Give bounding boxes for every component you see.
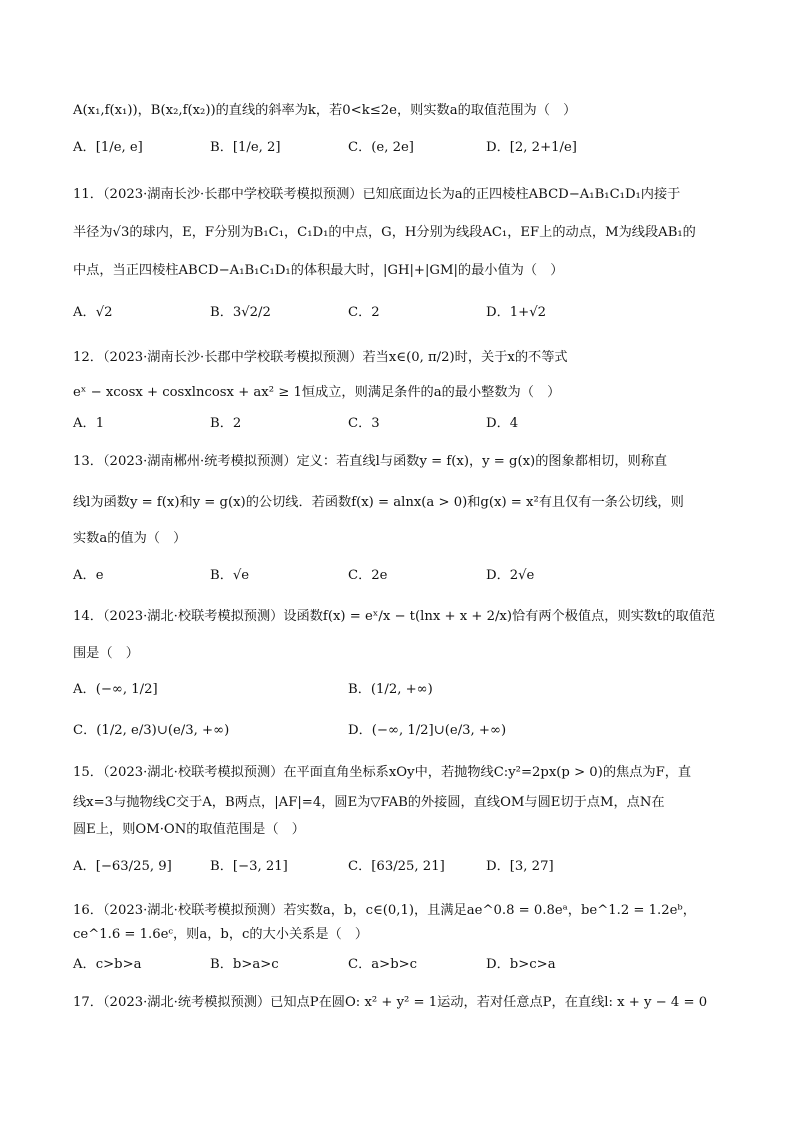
question-15-line-3: 圆E上，则OM·ON的取值范围是（ ） [73,822,305,837]
question-15-option-c: C．[63/25, 21] [348,859,445,874]
question-12-line-2: eˣ − xcosx + cosxlncosx + ax² ≥ 1恒成立，则满足条件的a的最小整数为（ ） [73,385,561,400]
question-11-option-a: A．√2 [73,305,113,320]
question-15-option-a: A．[−63/25, 9] [73,859,172,874]
question-14-option-a: A．(−∞, 1/2] [73,682,158,697]
question-13-option-c: C．2e [348,568,388,583]
question-11-option-b: B．3√2/2 [210,305,271,320]
question-14-option-d: D．(−∞, 1/2]∪(e/3, +∞) [348,723,507,738]
question-12-line-1: 12．（2023·湖南长沙·长郡中学校联考模拟预测）若当x∈(0, π/2)时，关于x的不等式 [73,350,568,365]
question-16-line-1: 16．（2023·湖北·校联考模拟预测）若实数a，b，c∈(0,1)，且满足ae^0.8 = 0.8eᵃ，be^1.2 = 1.2eᵇ， [73,903,696,918]
question-11-line-1: 11．（2023·湖南长沙·长郡中学校联考模拟预测）已知底面边长为a的正四棱柱ABCD−A₁B₁C₁D₁内接于 [73,187,681,202]
question-10-option-a: A．[1/e, e] [73,140,143,155]
question-16-option-d: D．b>c>a [486,957,556,972]
question-16-line-2: ce^1.6 = 1.6eᶜ，则a，b，c的大小关系是（ ） [73,927,369,942]
question-14-option-c: C．(1/2, e/3)∪(e/3, +∞) [73,723,230,738]
question-10-line-1: A(x₁,f(x₁))，B(x₂,f(x₂))的直线的斜率为k，若0<k≤2e，则实数a的取值范围为（ ） [73,103,577,118]
question-14-option-b: B．(1/2, +∞) [348,682,433,697]
question-16-option-b: B．b>a>c [210,957,279,972]
question-12-option-d: D．4 [486,416,519,431]
question-10-option-b: B．[1/e, 2] [210,140,281,155]
question-11-option-d: D．1+√2 [486,305,546,320]
question-10-option-c: C．(e, 2e] [348,140,414,155]
question-13-option-a: A．e [73,568,104,583]
question-13-line-2: 线l为函数y = f(x)和y = g(x)的公切线．若函数f(x) = alnx(a > 0)和g(x) = x²有且仅有一条公切线，则 [73,495,684,510]
question-15-line-1: 15．（2023·湖北·校联考模拟预测）在平面直角坐标系xOy中，若抛物线C:y²=2px(p > 0)的焦点为F，直 [73,765,692,780]
question-10-option-d: D．[2, 2+1/e] [486,140,577,155]
question-11-line-2: 半径为√3的球内，E，F分别为B₁C₁，C₁D₁的中点，G，H分别为线段AC₁，EF上的动点，M为线段AB₁的 [73,225,696,240]
question-12-option-b: B．2 [210,416,242,431]
question-15-option-b: B．[−3, 21] [210,859,288,874]
question-11-line-3: 中点，当正四棱柱ABCD−A₁B₁C₁D₁的体积最大时，|GH|+|GM|的最小值为（ ） [73,263,564,278]
question-15-line-2: 线x=3与抛物线C交于A，B两点，|AF|=4，圆E为▽FAB的外接圆，直线OM与圆E切于点M，点N在 [73,795,665,810]
question-13-option-d: D．2√e [486,568,535,583]
question-15-option-d: D．[3, 27] [486,859,554,874]
question-13-option-b: B．√e [210,568,250,583]
question-16-option-c: C．a>b>c [348,957,418,972]
question-12-option-a: A．1 [73,416,105,431]
question-14-line-1: 14．（2023·湖北·校联考模拟预测）设函数f(x) = eˣ/x − t(lnx + x + 2/x)恰有两个极值点，则实数t的取值范 [73,609,716,624]
question-12-option-c: C．3 [348,416,380,431]
question-11-option-c: C．2 [348,305,380,320]
question-13-line-3: 实数a的值为（ ） [73,531,187,546]
question-14-line-2: 围是（ ） [73,646,139,661]
question-16-option-a: A．c>b>a [73,957,142,972]
question-17-line-1: 17．（2023·湖北·统考模拟预测）已知点P在圆O: x² + y² = 1运动，若对任意点P，在直线l: x + y − 4 = 0 [73,995,708,1010]
question-13-line-1: 13．（2023·湖南郴州·统考模拟预测）定义：若直线l与函数y = f(x)，y = g(x)的图象都相切，则称直 [73,454,668,469]
